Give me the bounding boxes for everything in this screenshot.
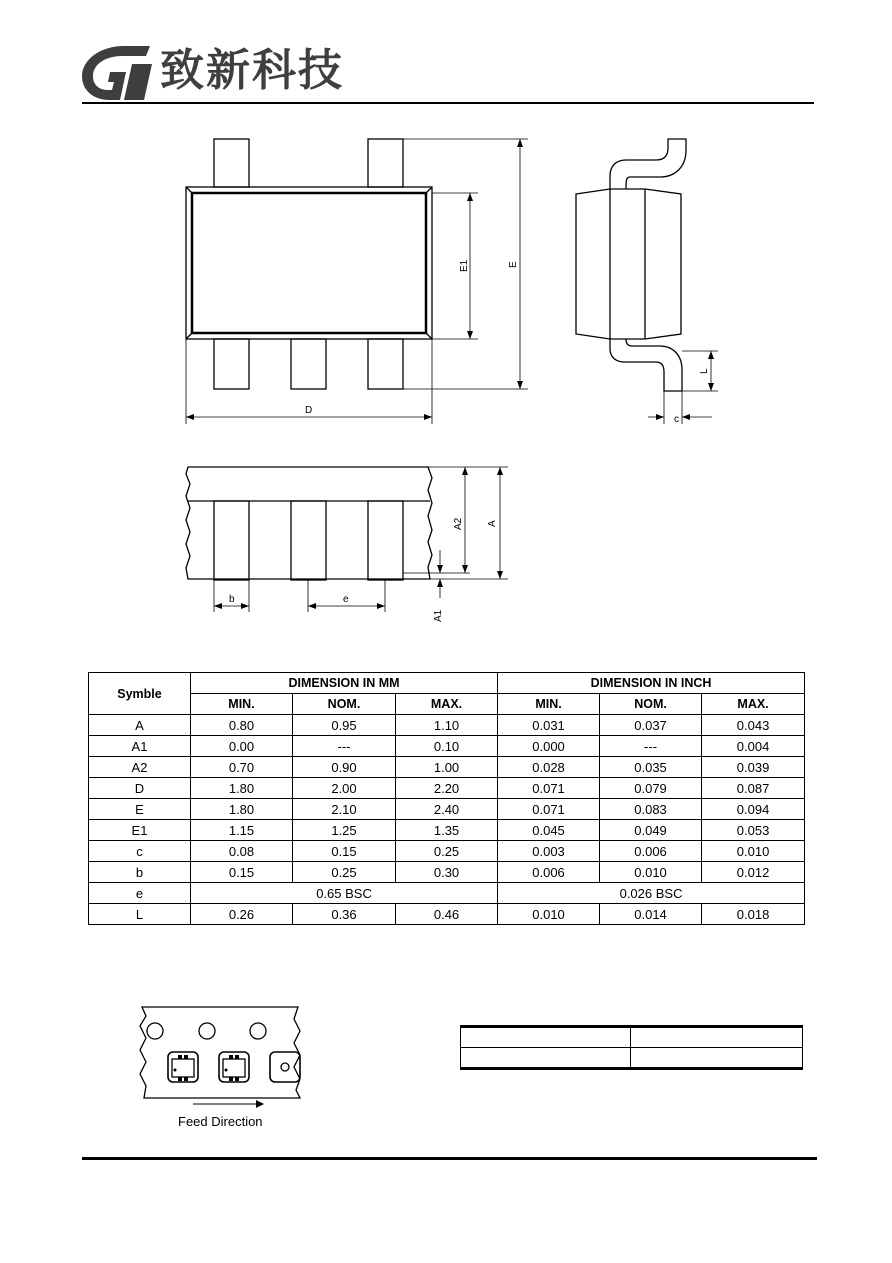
value-cell: --- bbox=[600, 736, 702, 757]
value-cell: --- bbox=[293, 736, 396, 757]
value-cell: 0.00 bbox=[191, 736, 293, 757]
value-cell: 0.000 bbox=[498, 736, 600, 757]
sub-header: NOM. bbox=[293, 694, 396, 715]
value-cell: 0.053 bbox=[702, 820, 805, 841]
value-cell: 0.30 bbox=[396, 862, 498, 883]
value-cell: 0.087 bbox=[702, 778, 805, 799]
inch-header: DIMENSION IN INCH bbox=[498, 673, 805, 694]
mm-header: DIMENSION IN MM bbox=[191, 673, 498, 694]
table-cell bbox=[461, 1027, 631, 1048]
value-cell: 0.037 bbox=[600, 715, 702, 736]
value-cell: 1.15 bbox=[191, 820, 293, 841]
symbol-cell: D bbox=[89, 778, 191, 799]
value-cell: 0.035 bbox=[600, 757, 702, 778]
value-cell: 0.006 bbox=[498, 862, 600, 883]
value-cell: 1.80 bbox=[191, 778, 293, 799]
value-cell: 0.15 bbox=[293, 841, 396, 862]
footer-divider bbox=[82, 1157, 817, 1160]
table-cell: L bbox=[89, 904, 191, 925]
dim-label-l: L bbox=[699, 368, 710, 374]
value-cell: 1.00 bbox=[396, 757, 498, 778]
symbol-cell: E bbox=[89, 799, 191, 820]
value-cell: 0.10 bbox=[396, 736, 498, 757]
value-cell: 0.010 bbox=[600, 862, 702, 883]
dim-label-e-pitch: e bbox=[343, 594, 349, 605]
value-cell: 2.40 bbox=[396, 799, 498, 820]
value-cell: 0.012 bbox=[702, 862, 805, 883]
value-cell: 2.10 bbox=[293, 799, 396, 820]
dim-label-d: D bbox=[305, 405, 313, 416]
symbol-cell: c bbox=[89, 841, 191, 862]
symbol-cell: A2 bbox=[89, 757, 191, 778]
table-cell: 0.026 BSC bbox=[498, 883, 805, 904]
sub-header: MIN. bbox=[191, 694, 293, 715]
value-cell: 0.043 bbox=[702, 715, 805, 736]
table-cell bbox=[461, 1048, 631, 1069]
value-cell: 1.10 bbox=[396, 715, 498, 736]
value-cell: 1.25 bbox=[293, 820, 396, 841]
value-cell: 0.90 bbox=[293, 757, 396, 778]
table-cell: e bbox=[89, 883, 191, 904]
dim-label-a1: A1 bbox=[433, 609, 444, 622]
value-cell: 0.25 bbox=[396, 841, 498, 862]
value-cell: 0.15 bbox=[191, 862, 293, 883]
value-cell: 0.08 bbox=[191, 841, 293, 862]
dim-label-c: c bbox=[674, 414, 679, 425]
value-cell: 2.00 bbox=[293, 778, 396, 799]
table-cell bbox=[631, 1048, 803, 1069]
table-cell: 0.010 bbox=[498, 904, 600, 925]
value-cell: 0.028 bbox=[498, 757, 600, 778]
symbol-cell: A1 bbox=[89, 736, 191, 757]
value-cell: 0.006 bbox=[600, 841, 702, 862]
reel-info-table bbox=[460, 1025, 803, 1070]
table-cell: 0.65 BSC bbox=[191, 883, 498, 904]
value-cell: 2.20 bbox=[396, 778, 498, 799]
dim-label-a2: A2 bbox=[453, 517, 464, 530]
symbol-cell: b bbox=[89, 862, 191, 883]
value-cell: 1.80 bbox=[191, 799, 293, 820]
sub-header: MAX. bbox=[702, 694, 805, 715]
dim-label-a: A bbox=[487, 520, 498, 527]
value-cell: 0.95 bbox=[293, 715, 396, 736]
table-cell: 0.014 bbox=[600, 904, 702, 925]
dim-label-e: E bbox=[508, 261, 519, 268]
table-cell: 0.36 bbox=[293, 904, 396, 925]
symbol-header: Symble bbox=[89, 673, 191, 715]
value-cell: 0.25 bbox=[293, 862, 396, 883]
value-cell: 0.004 bbox=[702, 736, 805, 757]
value-cell: 0.071 bbox=[498, 799, 600, 820]
dim-label-b: b bbox=[229, 594, 235, 605]
value-cell: 0.094 bbox=[702, 799, 805, 820]
value-cell: 0.071 bbox=[498, 778, 600, 799]
value-cell: 0.079 bbox=[600, 778, 702, 799]
value-cell: 0.80 bbox=[191, 715, 293, 736]
value-cell: 0.010 bbox=[702, 841, 805, 862]
company-name: 致新科技 bbox=[160, 45, 344, 96]
value-cell: 0.049 bbox=[600, 820, 702, 841]
table-cell: 0.26 bbox=[191, 904, 293, 925]
value-cell: 0.031 bbox=[498, 715, 600, 736]
value-cell: 0.045 bbox=[498, 820, 600, 841]
value-cell: 0.039 bbox=[702, 757, 805, 778]
table-cell bbox=[631, 1027, 803, 1048]
value-cell: 0.003 bbox=[498, 841, 600, 862]
feed-direction-label: Feed Direction bbox=[178, 1114, 263, 1129]
sub-header: NOM. bbox=[600, 694, 702, 715]
dim-label-e1: E1 bbox=[459, 259, 470, 272]
sub-header: MIN. bbox=[498, 694, 600, 715]
value-cell: 1.35 bbox=[396, 820, 498, 841]
value-cell: 0.70 bbox=[191, 757, 293, 778]
symbol-cell: A bbox=[89, 715, 191, 736]
table-cell: 0.018 bbox=[702, 904, 805, 925]
value-cell: 0.083 bbox=[600, 799, 702, 820]
table-cell: 0.46 bbox=[396, 904, 498, 925]
sub-header: MAX. bbox=[396, 694, 498, 715]
symbol-cell: E1 bbox=[89, 820, 191, 841]
